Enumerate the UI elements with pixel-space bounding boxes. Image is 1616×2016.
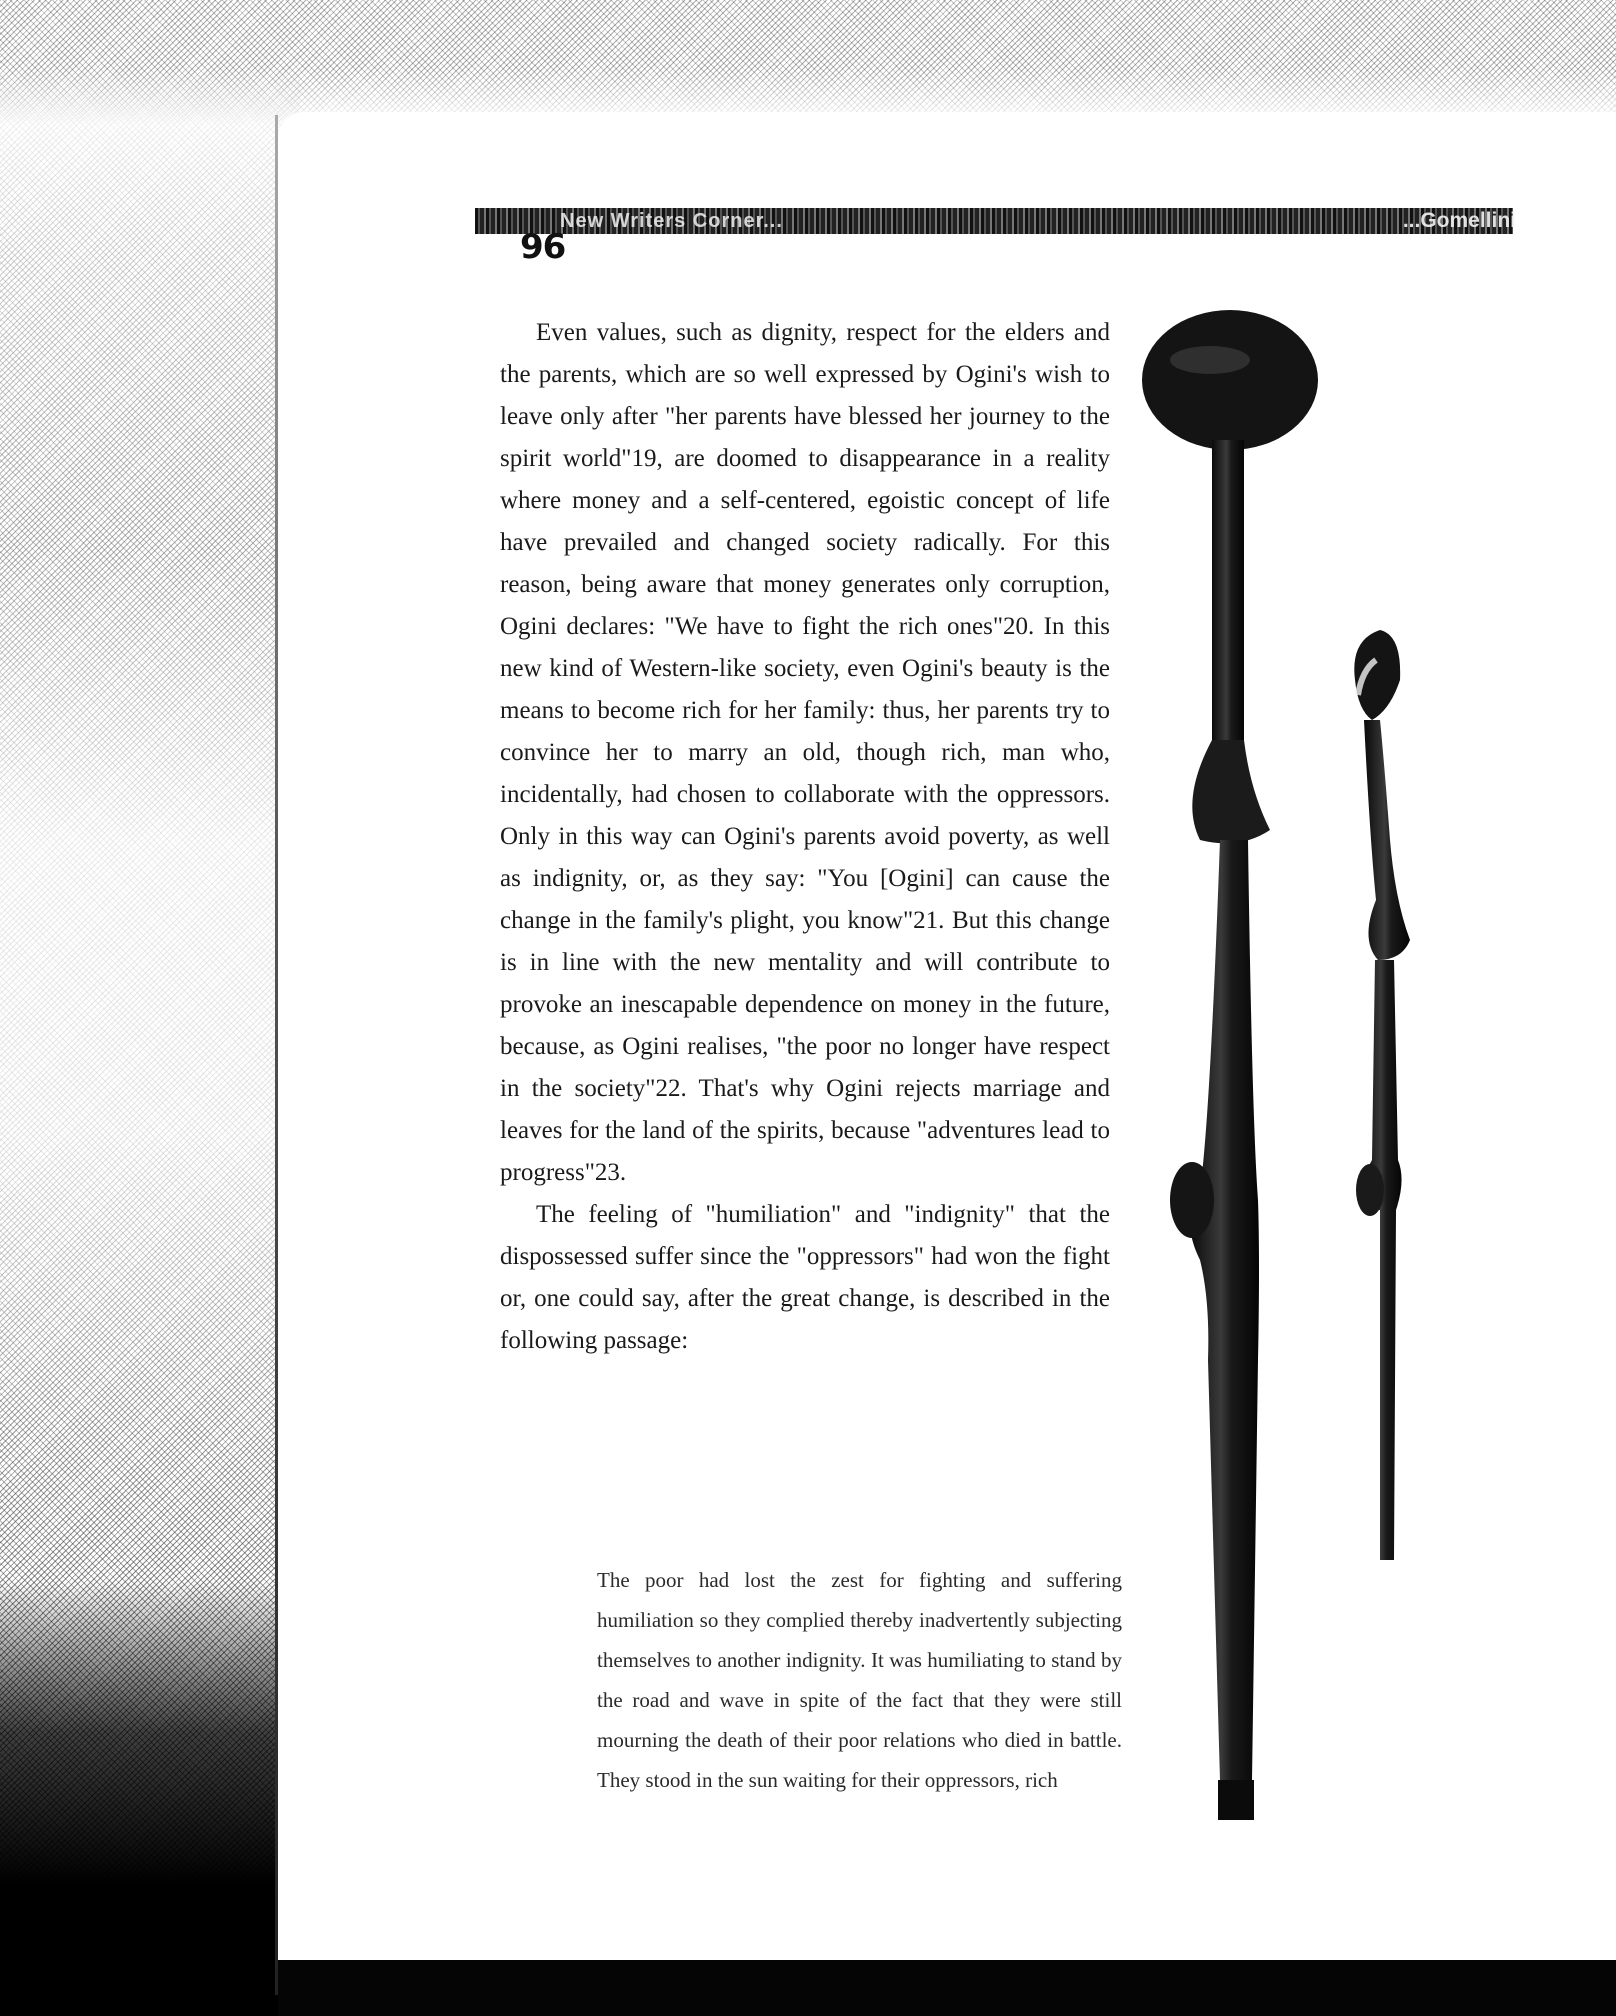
running-title: New Writers Corner... <box>560 210 783 232</box>
short-figure <box>1354 630 1410 1560</box>
main-text <box>500 312 1110 1362</box>
quote-text: The poor had lost the zest for fighting and suffering humiliation so they complied thereby inadvertently subjecting themselves to another indignity. It was humiliating to stand by the road and wave in spite of the fact that they were still mourning the death of their poor relations who died in battle. They stood in the sun waiting for their oppressors, rich <box>597 1568 1122 1792</box>
page-bottom-edge <box>278 1960 1616 2016</box>
block-quote <box>597 1560 1122 1800</box>
carved-figures-image <box>1140 300 1470 1840</box>
running-author: ...Gomellini <box>1402 209 1516 232</box>
tall-figure <box>1142 310 1318 1820</box>
page-number: 96 <box>520 227 566 267</box>
paragraph: Even values, such as dignity, respect for the elders and the parents, which are so well expressed by Ogini's wish to leave only after "her parents have blessed her journey to the spirit world"19, are doomed to disappearance in a reality where money and a self-centered, egoistic concept of life have prevailed and changed society radically. For this reason, being aware that money generates only corruption, Ogini declares: "We have to fight the rich ones"20. In this new kind of Western-like society, even Ogini's beauty is the means to become rich for her family: thus, her parents try to convince her to marry an old, though rich, man who, incidentally, had chosen to collaborate with the oppressors. Only in this way can Ogini's parents avoid poverty, as well as indignity, or, as they say: "You [Ogini] can cause the change in the family's plight, you know"21. But this change is in line with the new mentality and will contribute to provoke an inescapable dependence on money in the future, because, as Ogini realises, "the poor no longer have respect in the society"22. That's why Ogini rejects marriage and leaves for the land of the spirits, because "adventures lead to progress"23. <box>500 319 1110 1186</box>
paragraph: The feeling of "humiliation" and "indignity" that the dispossessed suffer since the "oppressors" had won the fight or, one could say, after the great change, is described in the following passage: <box>500 1201 1110 1354</box>
scan-shadow-bottom-left <box>0 1580 320 2016</box>
